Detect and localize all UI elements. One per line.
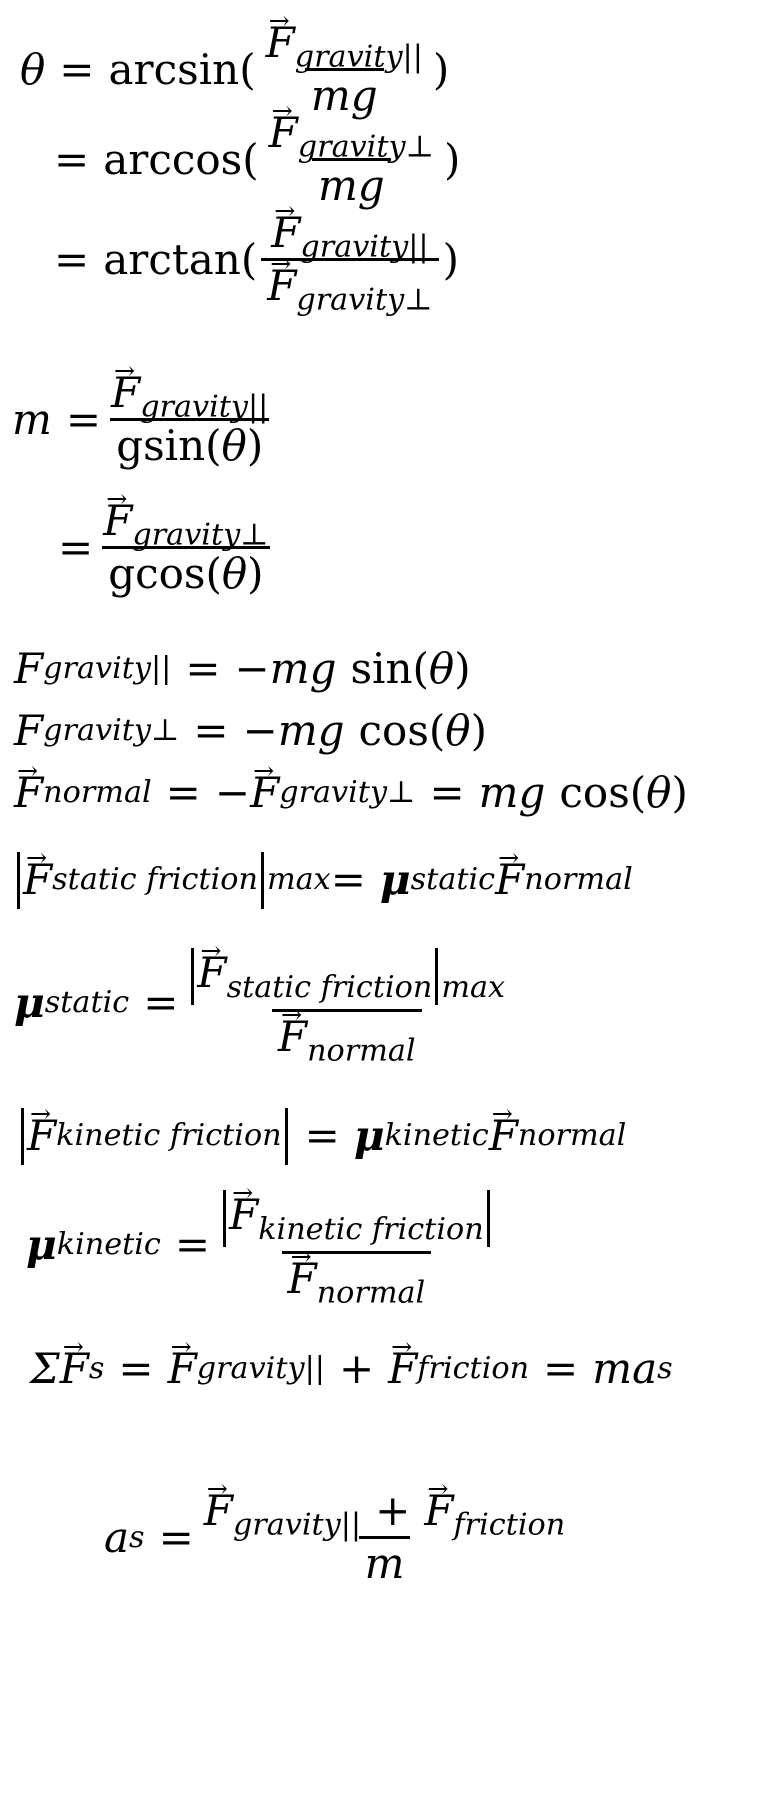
fraction: → $\frac{F_{gravity\perp}}{gcos(\theta)}$ bbox=[97, 500, 274, 595]
arctan-function: arctan bbox=[103, 234, 241, 284]
equals-sign: = bbox=[59, 44, 95, 94]
arcsin-function: arcsin bbox=[108, 44, 240, 94]
eq-mass-cos: = → $\frac{F_{gravity\perp}}{gcos(\theta)}$ bbox=[58, 500, 279, 595]
eq-net-force: Σ → F s = → F gravity|| + → F friction = ma s bbox=[30, 1348, 673, 1390]
fraction: → $F_{static friction}$ $_{max}$ → $F_{normal}$ bbox=[182, 948, 511, 1058]
eq-theta-arcsin: θ = arcsin ( → $\frac{F_{gravity||}}{mg}$ ) bbox=[20, 22, 449, 117]
eq-mu-static: μ static = → $F_{static friction}$ $_{max}$ → $F_{normal}$ bbox=[14, 948, 515, 1058]
mass-symbol: m bbox=[12, 394, 52, 444]
eq-mu-kinetic: μ kinetic = → $F_{kinetic friction}$ → $F_{normal}$ bbox=[26, 1190, 503, 1300]
eq-mass-sin: m = → $\frac{F_{gravity||}}{gsin(\theta)}$ bbox=[12, 372, 278, 467]
fraction: → $\frac{F_{gravity||} +\to F_{friction}}{m}$ bbox=[198, 1490, 571, 1585]
fraction: → $F_{kinetic friction}$ → $F_{normal}$ bbox=[214, 1190, 499, 1300]
eq-kinetic-friction: → F kinetic friction = μ kinetic → F normal bbox=[18, 1108, 626, 1165]
fraction: → $F_{gravity||}$ → $F_{gravity\perp}$ bbox=[261, 212, 438, 307]
eq-normal-force: → F normal = − → F gravity⊥ = mg cos ( θ ) bbox=[14, 772, 688, 814]
theta-symbol: θ bbox=[20, 44, 46, 94]
eq-theta-arctan: = arctan ( → $F_{gravity||}$ → $F_{gravity\perp}$ ) bbox=[54, 212, 459, 307]
fraction: → $\frac{F_{gravity\perp}}{mg}$ bbox=[263, 112, 440, 207]
force-vector: → F bbox=[266, 22, 295, 64]
arccos-function: arccos bbox=[103, 134, 243, 184]
eq-acceleration: a s = → $\frac{F_{gravity||} +\to F_{friction}}{m}$ bbox=[104, 1490, 575, 1585]
eq-theta-arccos: = arccos ( → $\frac{F_{gravity\perp}}{mg}$ ) bbox=[54, 112, 460, 207]
eq-gravity-parallel: F gravity|| = − mg sin ( θ ) bbox=[14, 644, 471, 693]
eq-static-friction-max: → F static friction max = μ static → F normal bbox=[14, 852, 633, 909]
eq-gravity-perpendicular: F gravity⊥ = − mg cos ( θ ) bbox=[14, 706, 487, 755]
fraction: → $\frac{F_{gravity||}}{mg}$ bbox=[260, 22, 429, 117]
fraction: → $\frac{F_{gravity||}}{gsin(\theta)}$ bbox=[105, 372, 274, 467]
